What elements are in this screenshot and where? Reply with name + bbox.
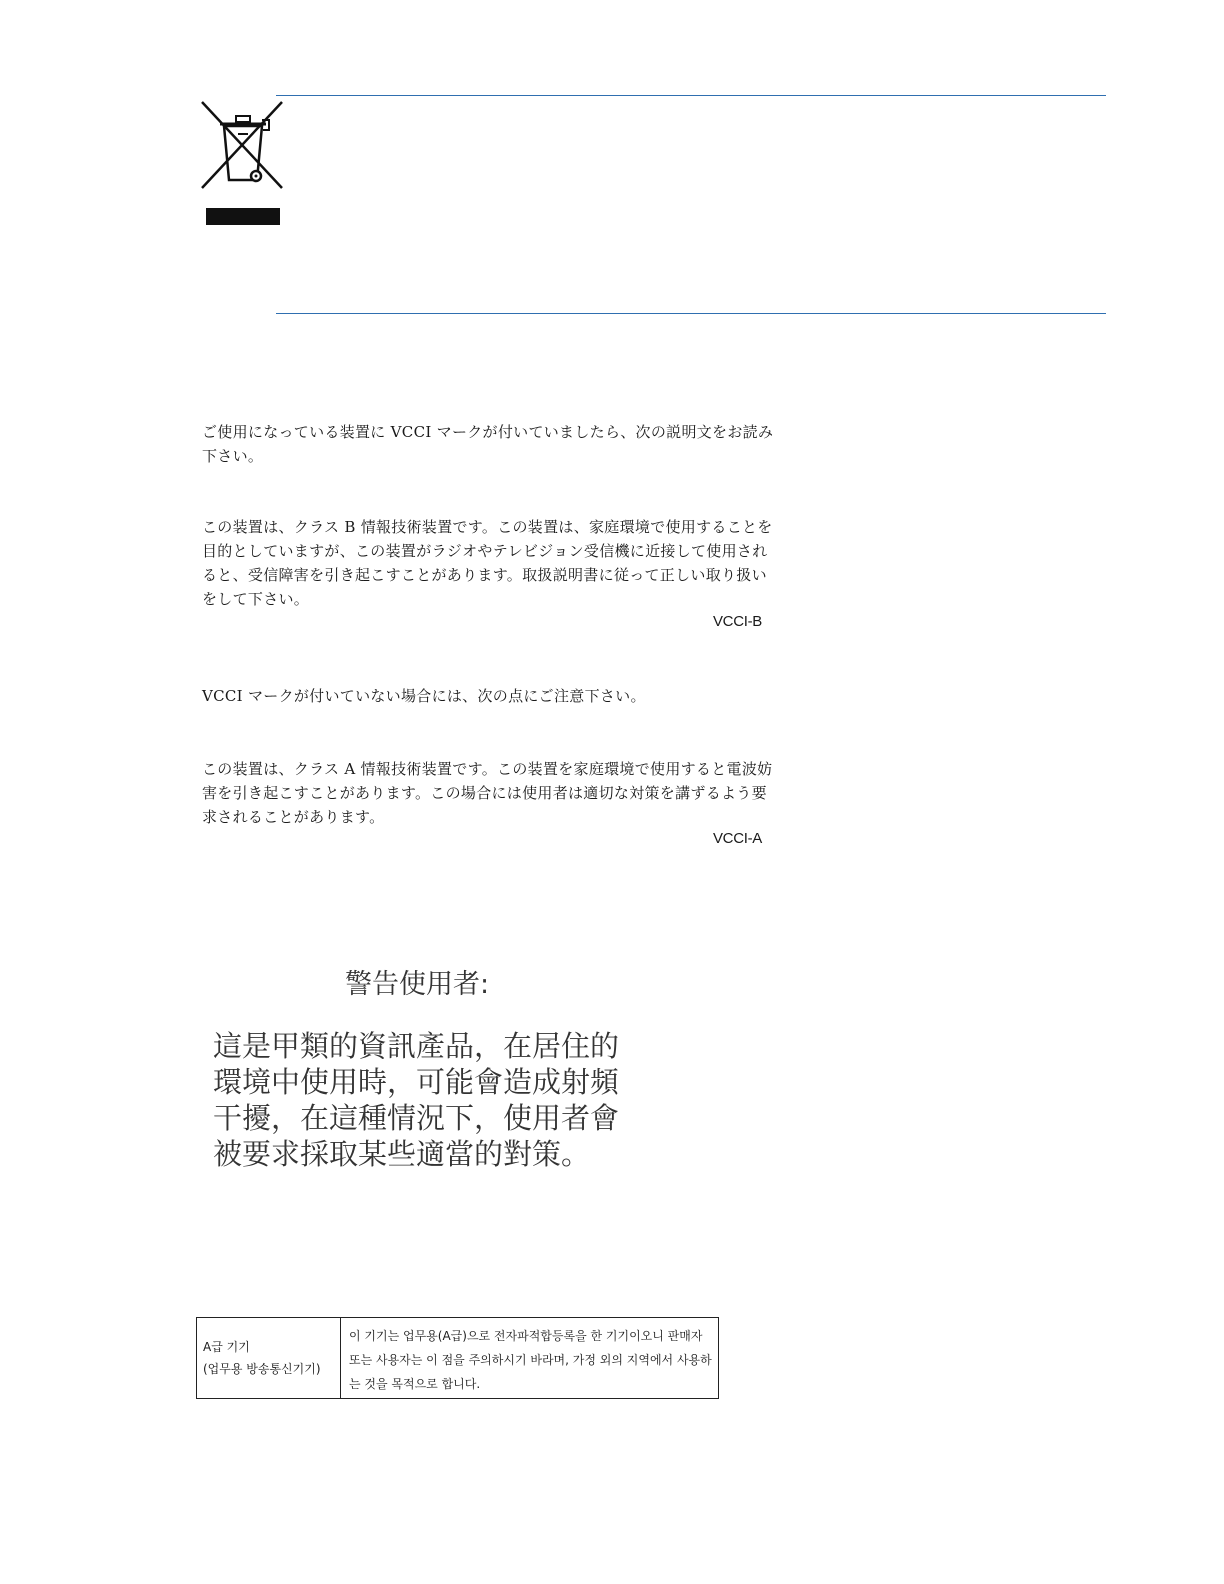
vcci-b-tag: VCCI-B (712, 613, 762, 630)
vcci-intro-text: ご使用になっている装置に VCCI マークが付いていましたら、次の説明文をお読み下さい。 (202, 423, 774, 465)
vcci-class-b-text: この装置は、クラス B 情報技術装置です。この装置は、家庭環境で使用することを目的としていますが、この装置がラジオやテレビジョン受信機に近接して使用されると、受信障害を引き起こすことがあります。取扱説明書に従って正しい取り扱いをして下さい。 (202, 518, 773, 608)
weee-bin-icon (196, 98, 288, 228)
vcci-a-tag: VCCI-A (712, 830, 762, 847)
vcci-class-a-text: この装置は、クラス A 情報技術装置です。この装置を家庭環境で使用すると電波妨害を引き起こすことがあります。この場合には使用者は適切な対策を講ずるよう要求されることがあります。 (202, 760, 773, 826)
taiwan-warning-title: 警告使用者: (345, 969, 490, 1000)
korea-class-sub: (업무용 방송통신기기) (203, 1362, 321, 1376)
divider-bottom (276, 313, 1106, 314)
divider-top (276, 95, 1106, 96)
taiwan-warning-body: 這是甲類的資訊產品，在居住的環境中使用時，可能會造成射頻干擾，在這種情況下，使用者會被要求採取某些適當的對策。 (213, 1029, 620, 1171)
korea-class-cell (197, 1318, 341, 1398)
korea-class-label: A급 기기 (203, 1340, 250, 1354)
korea-notice-text: 이 기기는 업무용(A급)으로 전자파적합등록을 한 기기이오니 판매자 또는 사용자는 이 점을 주의하시기 바라며, 가정 외의 지역에서 사용하는 것을 목적으로 합니다. (349, 1329, 712, 1391)
korea-notice-table (196, 1317, 719, 1399)
vcci-no-mark-text: VCCI マークが付いていない場合には、次の点にご注意下さい。 (202, 687, 646, 705)
